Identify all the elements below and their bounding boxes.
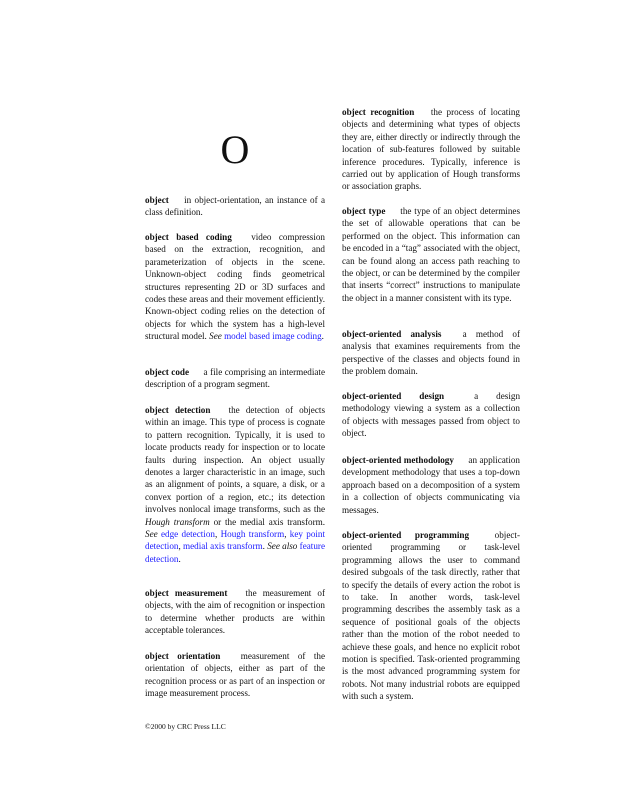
- entry-term: object: [145, 195, 169, 205]
- entry-definition: in object-orientation, an instance of a class definition.: [145, 195, 326, 218]
- entry-term: object-oriented analysis: [342, 329, 442, 339]
- entry-definition: a file comprising an intermediate description of a program segment.: [145, 367, 325, 390]
- entry-object-orientation: [145, 650, 325, 700]
- entry-definition: the process of locating objects and determining what types of objects they are, either directly or indirectly through the location of sub-features followed by suitable inference procedures. Typically, inference is carried out by application of Hough transforms or association graphs.: [342, 107, 520, 192]
- entry-definition: video compression based on the extraction, recognition, and parameterization of objects in the scene. Unknown-object coding finds geometrical structures representing 2D or 3D surfaces and codes these areas and their movement efficiently. Known-object coding relies on the detection of objects for which the system has a high-level structural model.: [145, 232, 325, 342]
- entry-object-oriented-design: [342, 390, 520, 440]
- entry-object-oriented-methodology: [342, 454, 520, 516]
- cross-reference-link[interactable]: model based image coding: [224, 331, 322, 342]
- entry-definition: a method of analysis that examines requirements from the perspective of the classes and objects found in the problem domain.: [342, 329, 520, 377]
- entry-definition: object-oriented programming or task-level programming allows the user to command desired subgoals of the task directly, rather that to specify the details of every action the robot is to take. In another words, task-level programming describes the assembly task as a sequence of positional goals of the objects rather than the motion of the robot needed to achieve these goals, and hence no explicit robot motion is specified. Task-oriented programming is the most advanced programming system for robots. Not many industrial robots are equipped with such a system.: [342, 530, 520, 702]
- punctuation: .: [178, 553, 181, 564]
- cross-reference-link[interactable]: key point detection: [145, 529, 326, 552]
- see-label: See: [145, 529, 158, 540]
- cross-reference-link[interactable]: edge detection: [160, 529, 215, 540]
- entry-object-oriented-programming: [342, 529, 520, 703]
- entry-term: object-oriented design: [342, 391, 445, 401]
- entry-object-based-coding: [145, 231, 325, 343]
- entry-definition: the type of an object determines the set of allowable operations that can be performed on the object. This information can be encoded in a “tag” associated with the object, can be found along an access path reaching to the object, or can be determined by the compiler that inserts “correct” instructions to manipulate the object in a manner consistent with its type.: [342, 206, 521, 303]
- entry-object-measurement: [145, 587, 325, 637]
- section-letter: O: [220, 127, 250, 172]
- copyright-footer: ©2000 by CRC Press LLC: [145, 722, 226, 731]
- entry-object: [145, 194, 325, 219]
- see-label: See: [209, 331, 222, 342]
- entry-object-type: [342, 205, 520, 304]
- entry-term: object-oriented programming: [342, 530, 470, 540]
- entry-term: object detection: [145, 405, 211, 415]
- entry-term: object recognition: [342, 107, 415, 117]
- italic-term: Hough transform: [145, 516, 210, 527]
- entry-term: object-oriented methodology: [342, 455, 454, 465]
- entry-term: object based coding: [145, 232, 232, 242]
- entry-term: object orientation: [145, 651, 221, 661]
- entry-object-oriented-analysis: [342, 328, 520, 378]
- entry-term: object measurement: [145, 588, 228, 598]
- entry-term: object code: [145, 367, 190, 377]
- entry-definition: an application development methodology that uses a top-down approach based on a decomposition of a system in a collection of objects communicating via messages.: [342, 455, 520, 515]
- entry-definition: the detection of objects within an image. This type of process is cognate to pattern recognition. Typically, it is used to locate products ready for inspection or to locate faults during inspection. An object usually denotes a larger characteristic in an image, such as an alignment of points, a square, a disk, or a convex portion of a region, etc.; its detection involves nonlocal image transforms, such as the: [145, 405, 325, 515]
- entry-term: object type: [342, 206, 386, 216]
- entry-object-recognition: [342, 106, 520, 193]
- entry-object-detection: object detection the detection of objects within an image. This type of process is cognate to pattern recognition. Typically, it is used to locate products ready for inspection or to locate faults during inspection. An object usually denotes a larger characteristic in an image, such as an alignment of points, a square, a disk, or a convex portion of a region, etc.; its detection involves nonlocal image transforms, such as the Hough transform or the medial axis transform. See edge detection, Hough transform, key point detection, medial axis transform. See also feature detection.: [145, 405, 326, 564]
- entry-definition: a design methodology viewing a system as a collection of objects with messages passed from object to object.: [342, 391, 521, 439]
- cross-reference-link[interactable]: Hough transform: [220, 529, 285, 540]
- cross-reference-link[interactable]: medial axis transform: [183, 541, 263, 552]
- entry-definition: measurement of the orientation of objects, either as part of the recognition process or as part of an inspection or image measurement process.: [145, 651, 325, 699]
- cross-reference-link[interactable]: feature detection: [145, 541, 325, 564]
- punctuation: .: [321, 331, 324, 342]
- entry-object-code: [145, 366, 325, 391]
- see-also-label: See also: [267, 541, 298, 552]
- entry-definition: or the medial axis transform.: [213, 516, 326, 527]
- entry-definition: the measurement of objects, with the aim of recognition or inspection to determine whether products are within acceptable tolerances.: [145, 588, 325, 636]
